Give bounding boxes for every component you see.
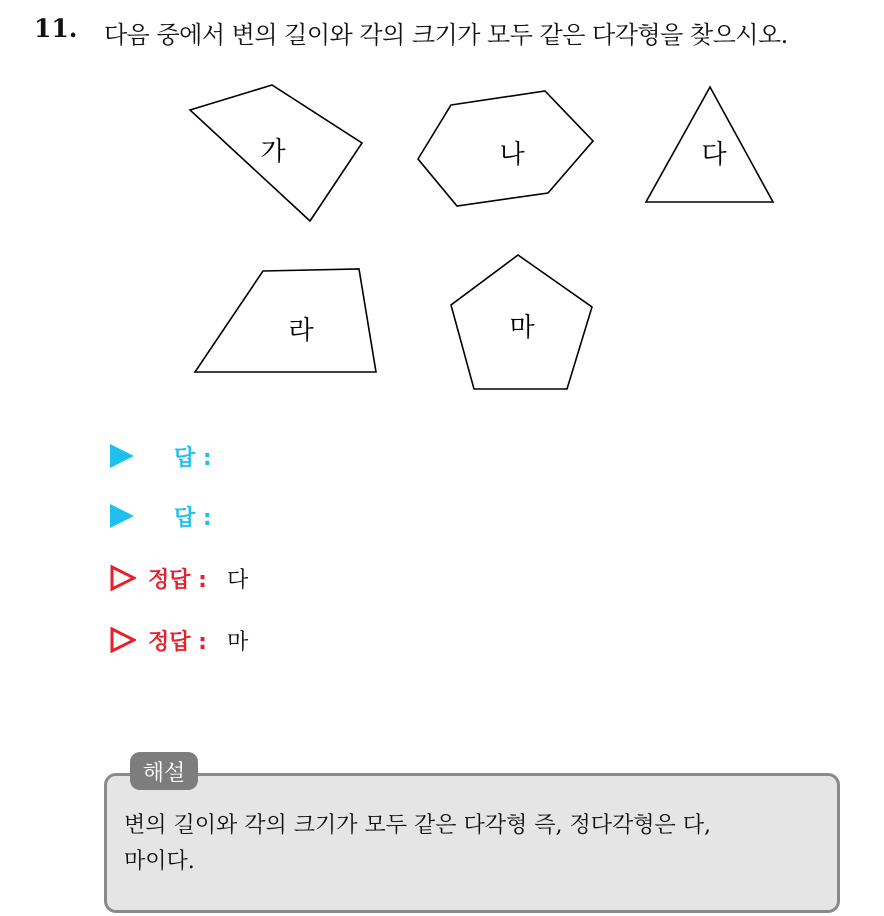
label-ra: 라 (288, 316, 314, 346)
answer-row-1 (110, 440, 232, 472)
correct-value: 마 (226, 629, 249, 655)
play-icon (110, 444, 134, 468)
question-text: 다음 중에서 변의 길이와 각의 크기가 모두 같은 다각형을 찾으시오. (104, 21, 788, 49)
label-na: 나 (499, 140, 525, 170)
correct-label: 정답 : (148, 629, 207, 655)
answer-label: 답 : (174, 505, 212, 531)
play-icon (110, 504, 134, 528)
explanation-line-1: 변의 길이와 각의 크기가 모두 같은 다각형 즉, 정다각형은 다, (124, 813, 711, 838)
answer-row-2 (110, 500, 232, 532)
label-ma: 마 (509, 313, 535, 343)
play-outline-icon (110, 627, 136, 653)
explanation-tab: 해설 (130, 752, 198, 790)
polygon-figures (0, 0, 884, 420)
label-da: 다 (701, 140, 727, 170)
correct-row-2 (110, 624, 248, 656)
correct-row-1 (110, 562, 248, 594)
question-number: 11. (34, 14, 78, 43)
label-ga: 가 (260, 137, 286, 167)
explanation-line-2: 마이다. (124, 849, 195, 874)
shape-ra (195, 269, 376, 372)
play-outline-icon (110, 565, 136, 591)
correct-label: 정답 : (148, 567, 207, 593)
explanation-text (124, 808, 824, 880)
correct-value: 다 (226, 567, 249, 593)
answer-label: 답 : (174, 445, 212, 471)
